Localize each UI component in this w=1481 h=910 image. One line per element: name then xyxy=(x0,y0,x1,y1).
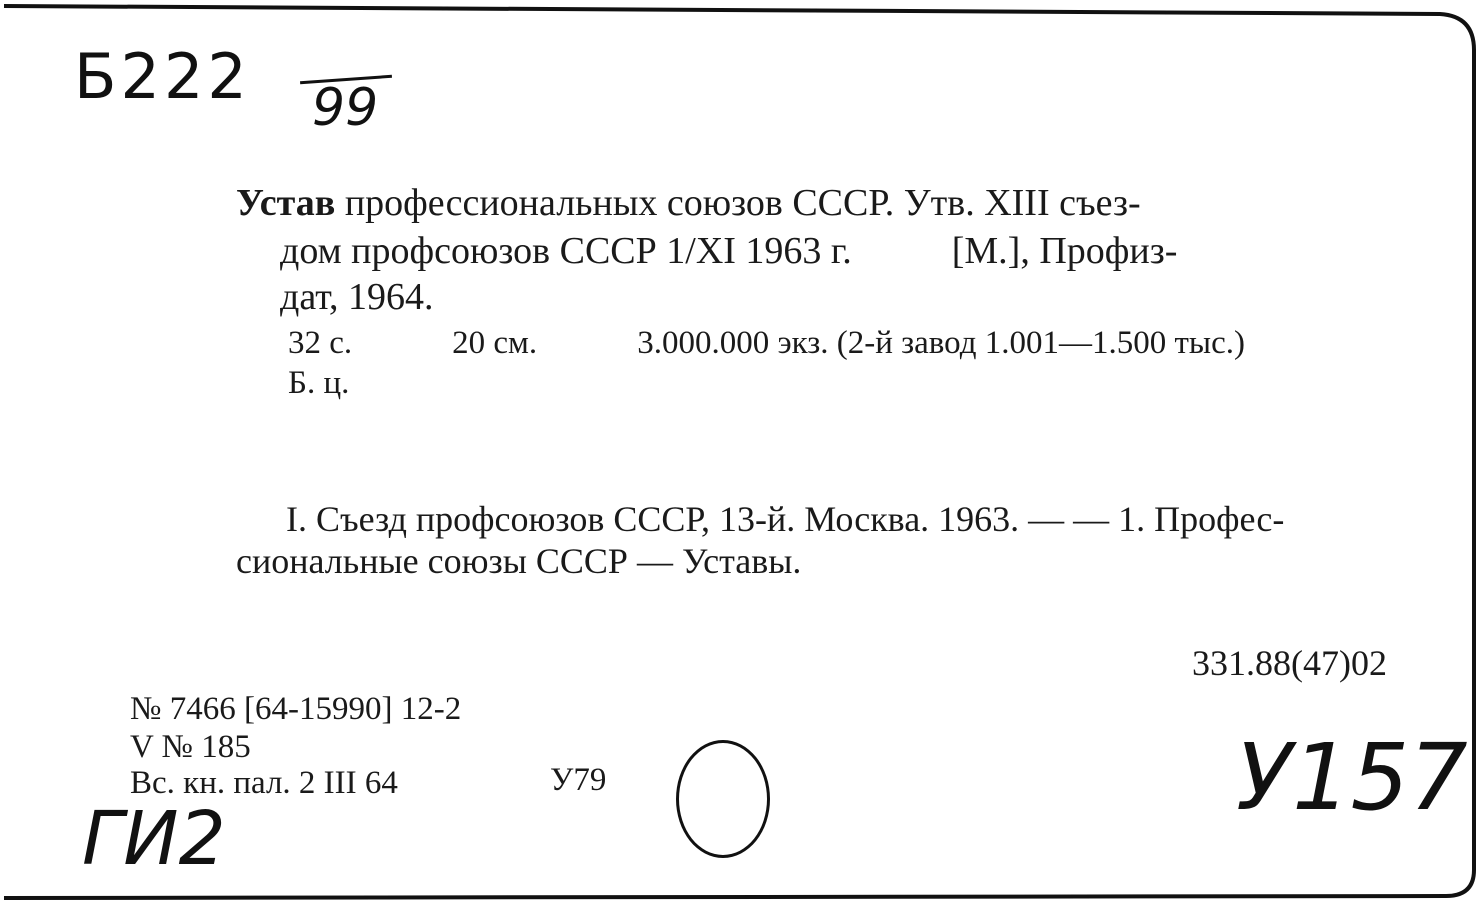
title-line-3: дат, 1964. xyxy=(280,276,434,318)
imprint-line-2: V № 185 xyxy=(130,729,251,765)
handwritten-note-left: ГИ2 xyxy=(82,796,226,882)
print-run: 3.000.000 экз. (2-й завод 1.001—1.500 тыс.) xyxy=(637,325,1245,361)
pages: 32 с. xyxy=(288,325,353,361)
hand-drawn-circle xyxy=(676,740,770,858)
shelf-sub: 99 xyxy=(312,78,379,138)
subject-line-2: сиональные союзы СССР — Уставы. xyxy=(236,541,802,581)
title-line-2a: дом профсоюзов СССР 1/XI 1963 г. xyxy=(280,230,852,272)
title-bold: Устав xyxy=(236,182,336,224)
subject-line-1: I. Съезд профсоюзов СССР, 13-й. Москва. 1963. — — 1. Профес- xyxy=(286,499,1285,539)
imprint-line-1: № 7466 [64-15990] 12-2 xyxy=(130,691,462,727)
title-line xyxy=(236,176,1141,230)
udc-code: 331.88(47)02 xyxy=(1192,643,1387,683)
imprint-line-3: Вс. кн. пал. 2 III 64 xyxy=(130,765,398,801)
classification-code: У79 xyxy=(550,762,607,798)
physical-description xyxy=(288,316,1245,370)
shelf-mark: Б222 xyxy=(74,40,251,113)
size: 20 см. xyxy=(452,325,538,361)
title-line-2b: [М.], Профиз- xyxy=(951,230,1178,272)
price: Б. ц. xyxy=(288,365,350,401)
title-rest: профессиональных союзов СССР. Утв. XIII съез- xyxy=(335,182,1141,224)
handwritten-note-right: У157 xyxy=(1236,724,1468,831)
